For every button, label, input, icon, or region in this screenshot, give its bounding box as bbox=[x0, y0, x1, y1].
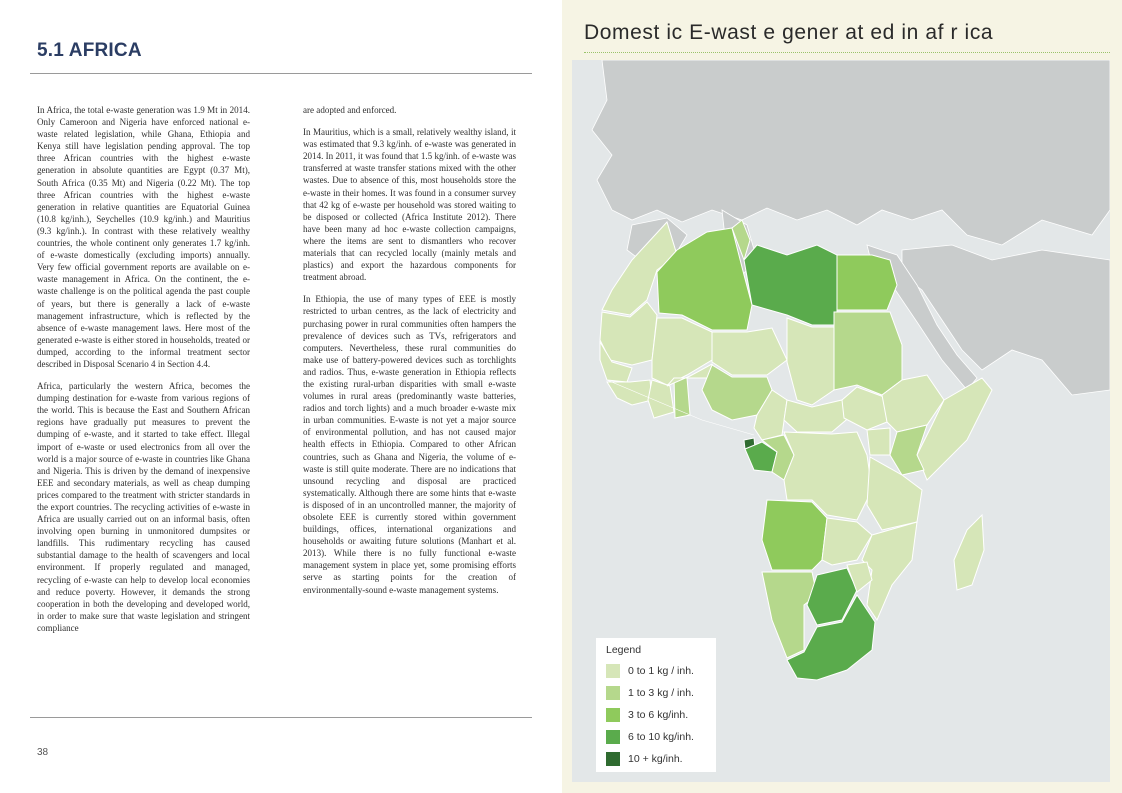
country-angola bbox=[762, 500, 827, 570]
legend-item bbox=[606, 726, 716, 748]
legend-label: 3 to 6 kg/inh. bbox=[628, 709, 689, 721]
legend-item bbox=[606, 660, 716, 682]
map-title: Domest ic E-wast e gener at ed in af r ica bbox=[584, 21, 994, 44]
country-uganda bbox=[867, 428, 890, 455]
country-guinea bbox=[607, 380, 652, 405]
country-sudan bbox=[834, 312, 902, 395]
legend-label: 0 to 1 kg / inh. bbox=[628, 665, 694, 677]
legend-title: Legend bbox=[606, 644, 642, 656]
country-libya bbox=[744, 245, 837, 325]
text-column-right bbox=[303, 104, 516, 606]
country-madagascar bbox=[954, 515, 984, 590]
paragraph: In Mauritius, which is a small, relatively wealthy island, it was estimated that 9.3 kg/inh. of e-waste was generated in 2014. In 2011, it was found that 1.5 kg/inh. of e-waste was transferred at waste transfer stations mixed with the other wastes. Due to absence of this, most households store the e-waste in their homes. It was found in a consumer survey that 42 kg of e-waste per household was stored waiting to be disposed or collected (Africa Institute 2012). There have been many ad hoc e-waste collection campaigns, where the items are sent to dismantlers who recover materials that can recycled locally (mainly metals and plastics) and export the hazardous components for treatment abroad. bbox=[303, 127, 516, 283]
section-title: 5.1 AFRICA bbox=[37, 40, 142, 61]
legend-swatch bbox=[606, 686, 620, 700]
paragraph: are adopted and enforced. bbox=[303, 105, 397, 115]
legend-label: 6 to 10 kg/inh. bbox=[628, 731, 694, 743]
legend-swatch bbox=[606, 708, 620, 722]
country-egypt bbox=[837, 255, 897, 310]
legend-label: 1 to 3 kg / inh. bbox=[628, 687, 694, 699]
legend-item bbox=[606, 682, 716, 704]
paragraph: In Ethiopia, the use of many types of EEE is mostly restricted to urban centres, as the lack of electricity and purchasing power in rural communities often hampers the prevalence of devices such as TVs, refrigerators and computers. Nevertheless, these rural communities do make use of battery-powered devices such as torchlights and radios. Thus, e-waste generation in Ethiopia reflects the existing rural-urban disparities with small e-waste volumes in rural areas (predominantly waste batteries, radios and torch lights) and a much broader e-waste mix in urban communities. E-waste is not yet a major source of environmental pollution, and has not caused major health effects in Ethiopia. Compared to other African countries, such as Ghana and Nigeria, the volume of e-waste is still quite moderate. There are no indications that unsound recycling and disposal are practiced systematically. Although there are some hints that e-waste is disposed of in an uncontrolled manner, the majority of obsolete EEE is currently stored within government buildings, offices, international organizations and households or awaiting future solutions (Manhart et al. 2013). While there is no fully functional e-waste management system in place yet, some promising efforts serve as starting points for the creation of environmentally-sound e-waste management systems. bbox=[303, 294, 516, 595]
right-page bbox=[562, 0, 1122, 793]
top-divider bbox=[30, 73, 532, 74]
title-dotted-rule bbox=[584, 52, 1110, 53]
legend-swatch bbox=[606, 752, 620, 766]
text-column-left bbox=[37, 104, 250, 644]
legend-swatch bbox=[606, 730, 620, 744]
legend-item bbox=[606, 748, 716, 770]
legend-item bbox=[606, 704, 716, 726]
map-legend bbox=[596, 638, 716, 772]
page-number: 38 bbox=[37, 747, 49, 758]
legend-label: 10 + kg/inh. bbox=[628, 753, 683, 765]
africa-map bbox=[572, 60, 1110, 782]
bottom-divider bbox=[30, 717, 532, 718]
paragraph: In Africa, the total e-waste generation was 1.9 Mt in 2014. Only Cameroon and Nigeria have enforced national e-waste related legislation, while Ghana, Ethiopia and Kenya still have legislation pending approval. The top three African countries with the highest e-waste generation in absolute quantities are Egypt (0.37 Mt), South Africa (0.35 Mt) and Nigeria (0.22 Mt). The top three African countries with the highest e-waste generation in relative quantities are Equatorial Guinea (10.8 kg/inh.), Seychelles (10.9 kg/inh.) and Mauritius (9.3 kg/inh.). In contrast with these relatively wealthy countries, the whole continent only generates 1.7 kg/inh. of e-waste domestically (excluding imports) annually. Very few official government reports are available on e-waste management in Africa. On the continent, the e-waste challenge is on the political agenda the past couple of years, but there is generally a lack of e-waste management infrastructure, which is reflected by the absence of e-waste management laws. Here most of the generated e-waste is either stored in households, treated or dumped, according to the informal treatment sector described in Disposal Scenario 4 in Section 4.4. bbox=[37, 105, 250, 369]
country-ghana bbox=[674, 378, 690, 418]
country-niger bbox=[712, 328, 787, 375]
country-chad bbox=[787, 318, 834, 405]
country-car bbox=[784, 400, 852, 432]
paragraph: Africa, particularly the western Africa, becomes the dumping destination for e-waste from various regions of the world. This is because the East and Southern African regions have gradually put measures to prevent the dumping of e-waste, and it started to take effect. Illegal import of e-waste or used electronics from all over the world is a major source of e-waste in countries like Ghana and Nigeria. This is driven by the demand of inexpensive EEE and secondary materials, as well as cheap dumping prices compared to the treatment with stricter standards in the export countries. The recycling activities of e-waste in Africa are usually carried out on an informal basis, often involving open burning in unmonitored dumpsites or landfills. This rudimentary recycling has caused substantial damage to the health of scavengers and local environment. If properly regulated and managed, recycling of e-waste can help to develop local economies and reduce poverty. However, it demands the strong cooperation in both the developing and developed world, in order to make sure that waste legislation and stringent compliance bbox=[37, 381, 250, 633]
legend-swatch bbox=[606, 664, 620, 678]
